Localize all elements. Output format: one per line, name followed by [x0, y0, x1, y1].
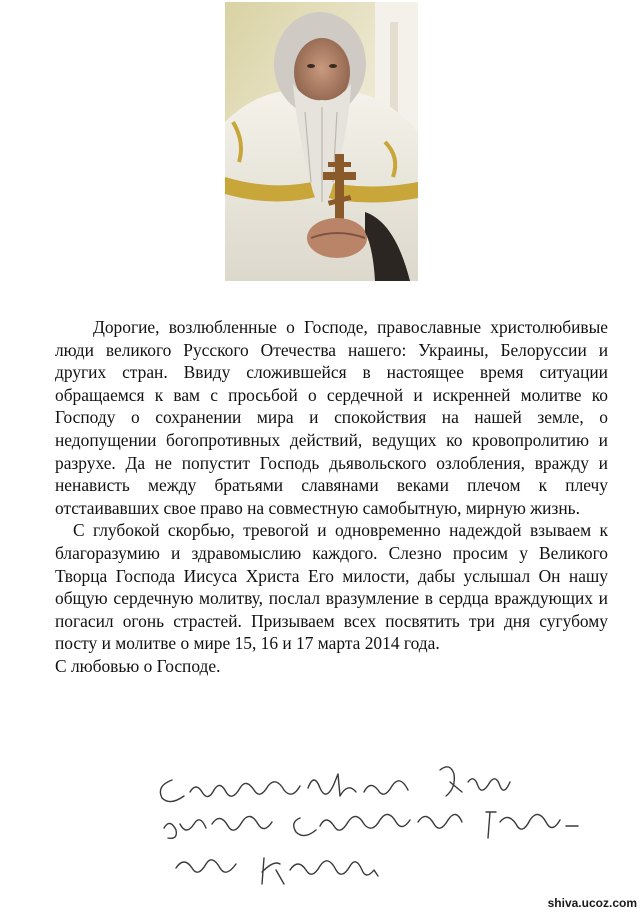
letter-paragraph-1: Дорогие, возлюбленные о Господе, православные христолюбивые люди великого Русского Отечества нашего: Украины, Белоруссии и других стран. Ввиду сложившейся в настоящее время ситуации обращаемся к вам с просьбой о сердечной и искренней молитве ко Господу о сохранении мира и спокойствия на нашей земле, о недопущении богопротивных действий, ведущих ко кровопролитию и разрухе. Да не попустит Господь дьявольского озлобления, вражду и ненависть между братьями славянами веками плечом к плечу отстаивавших свое право на совместную самобытную, мирную жизнь.	[55, 317, 608, 518]
site-watermark: shiva.ucoz.com	[547, 896, 637, 910]
handwritten-signature	[150, 752, 620, 897]
elder-portrait-photo	[225, 2, 418, 281]
letter-body	[55, 316, 608, 678]
letter-paragraph-2: С глубокой скорбью, тревогой и одновременно надеждой взываем к благоразумию и здравомыслию каждого. Слезно просим у Великого Творца Господа Иисуса Христа Его милости, дабы услышал Он нашу общую сердечную молитву, послал вразумление в сердца враждующих и погасил огонь страстей. Призываем всех посвятить три дня сугубому посту и молитве о мире 15, 16 и 17 марта 2014 года.	[55, 520, 608, 654]
portrait-image	[225, 2, 418, 281]
signature-drawing	[150, 752, 620, 897]
letter-closing: С любовью о Господе.	[55, 655, 221, 676]
